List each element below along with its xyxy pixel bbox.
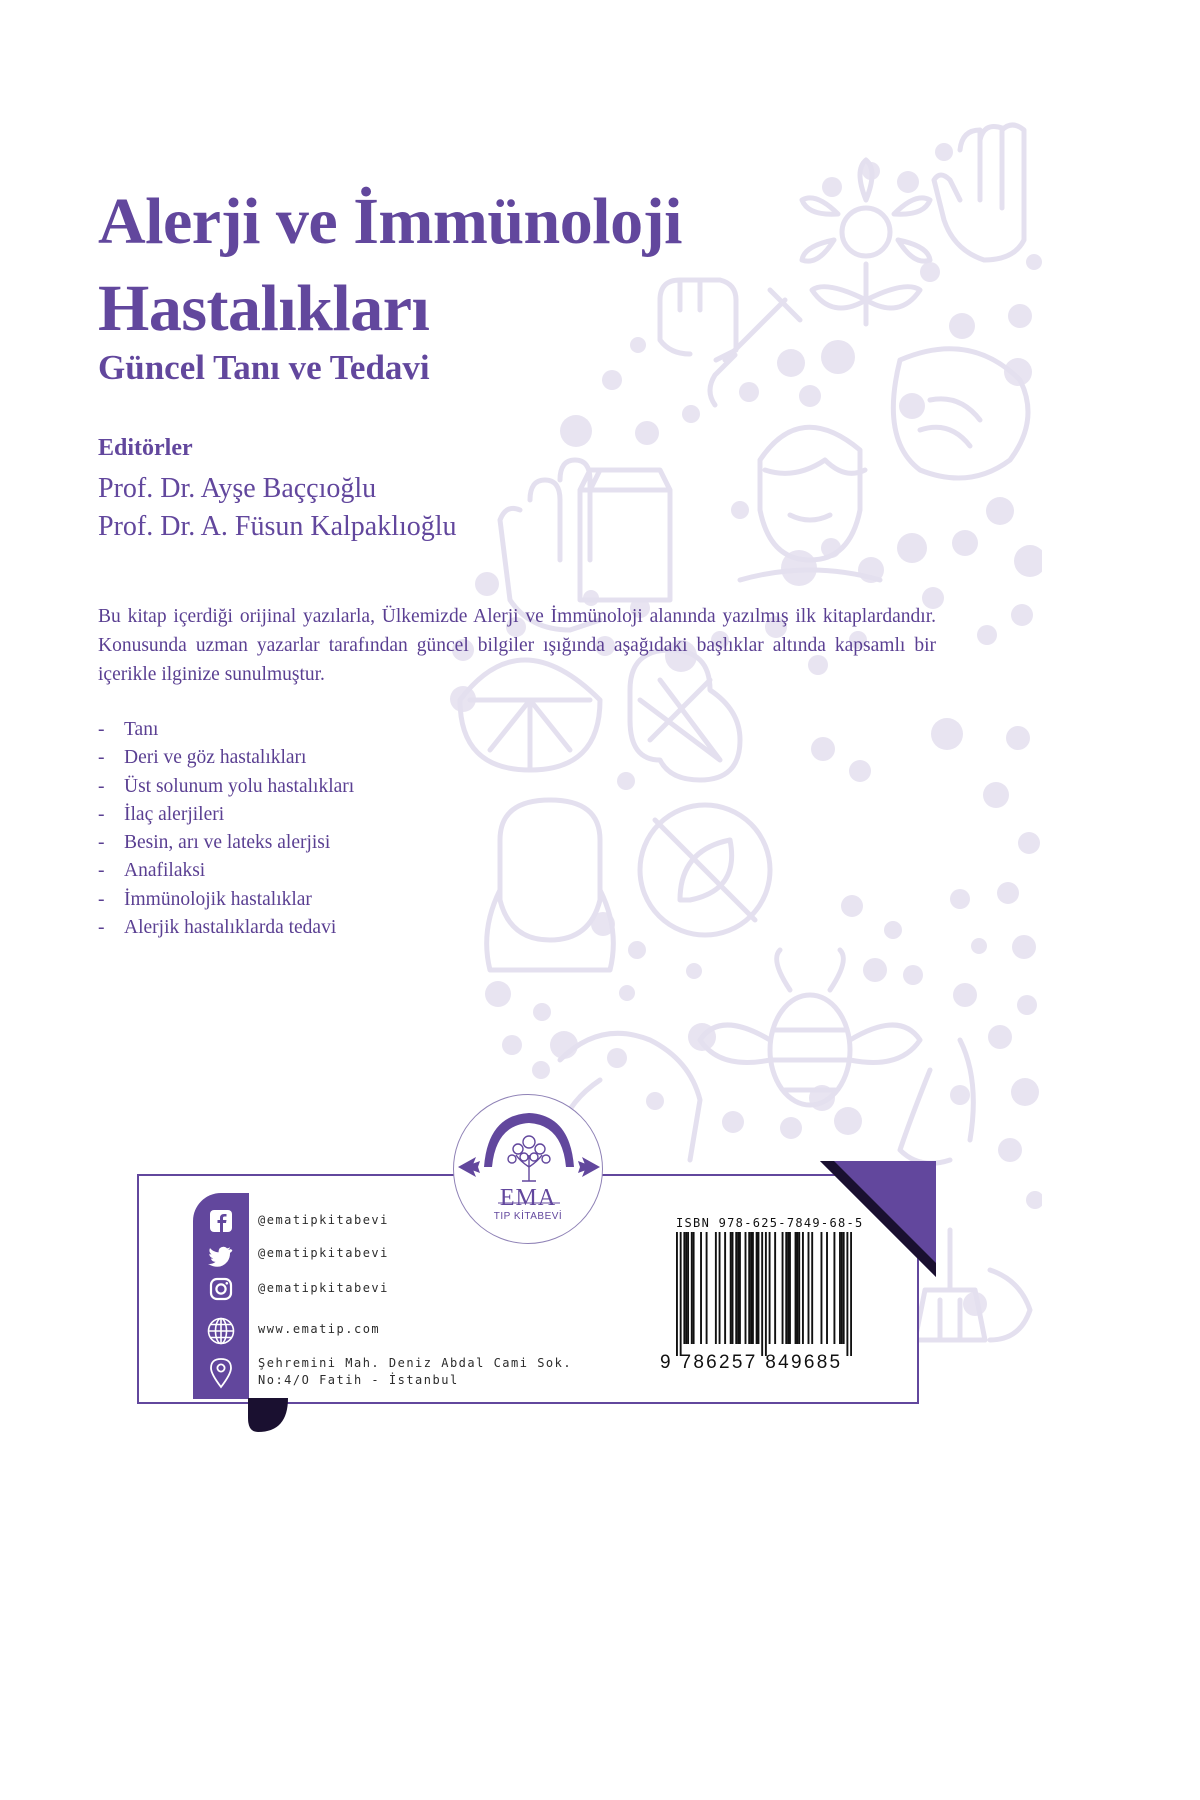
- barcode-bar: [732, 1232, 734, 1344]
- sidebar-curl-decoration: [248, 1398, 290, 1434]
- list-item: [98, 886, 354, 914]
- editor-name: Prof. Dr. Ayşe Baççıoğlu: [98, 473, 377, 504]
- barcode-bar: [739, 1232, 741, 1344]
- barcode-digits: 9 786257 849685: [660, 1352, 843, 1373]
- topic-label: Anafilaksi: [124, 860, 206, 882]
- topic-label: Alerjik hastalıklarda tedavi: [124, 917, 337, 939]
- list-dash: -: [98, 719, 105, 740]
- book-description: Bu kitap içerdiği orijinal yazılarla, Ülkemizde Alerji ve İmmünoloji alanında yazılmış ilk kitaplardandır. Konusunda uzman yazarlar tarafından güncel bilgiler ışığında aşağıdaki başlıklar altında kapsamlı bir içerikle ilginize sunulmuştur.: [98, 606, 936, 685]
- barcode-bar: [724, 1232, 726, 1344]
- publisher-logo: [453, 1094, 603, 1244]
- website-link[interactable]: www.ematip.com: [258, 1322, 381, 1336]
- barcode-bar: [691, 1232, 693, 1344]
- list-dash: -: [98, 803, 105, 825]
- barcode-bar: [730, 1232, 732, 1344]
- barcode-bar: [758, 1232, 760, 1344]
- barcode-bar: [795, 1232, 797, 1344]
- list-item: [98, 744, 354, 772]
- barcode-bar: [782, 1232, 784, 1344]
- barcode-bar: [719, 1232, 721, 1344]
- barcode-bar: [785, 1232, 787, 1344]
- barcode-bar: [706, 1232, 708, 1344]
- barcode-bar: [808, 1232, 810, 1344]
- barcode-bar: [843, 1232, 845, 1344]
- twitter-icon[interactable]: [208, 1242, 234, 1268]
- publisher-name: EMA: [499, 1185, 557, 1211]
- facebook-icon[interactable]: [208, 1208, 234, 1234]
- list-item: [98, 716, 354, 744]
- topic-label: İmmünolojik hastalıklar: [124, 888, 312, 910]
- barcode-bar: [748, 1232, 750, 1344]
- globe-icon[interactable]: [206, 1316, 236, 1346]
- barcode-bar: [774, 1232, 776, 1344]
- barcode-bar: [789, 1232, 791, 1344]
- barcode-bar: [693, 1232, 695, 1344]
- publisher-subtitle: TIP KİTABEVİ: [493, 1211, 563, 1222]
- barcode-bar: [676, 1232, 678, 1356]
- topic-label: Üst solunum yolu hastalıkları: [124, 775, 355, 797]
- list-item: [98, 857, 354, 885]
- location-icon: [208, 1357, 234, 1389]
- barcode-bar: [839, 1232, 841, 1344]
- barcode: [676, 1232, 852, 1356]
- list-dash: -: [98, 832, 105, 854]
- barcode-bar: [735, 1232, 737, 1344]
- barcode-bar: [756, 1232, 758, 1344]
- editors-heading: Editörler: [98, 435, 193, 461]
- barcode-bar: [769, 1232, 771, 1344]
- topic-label: İlaç alerjileri: [124, 803, 225, 825]
- barcode-bar: [761, 1232, 763, 1356]
- barcode-bar: [802, 1232, 804, 1344]
- isbn-label: ISBN 978-625-7849-68-5: [676, 1216, 864, 1230]
- barcode-bar: [850, 1232, 852, 1356]
- barcode-bar: [750, 1232, 752, 1344]
- barcode-bar: [826, 1232, 828, 1344]
- facebook-handle[interactable]: @ematipkitabevi: [258, 1213, 389, 1227]
- list-dash: -: [98, 860, 105, 882]
- list-item: [98, 773, 354, 801]
- twitter-handle[interactable]: @ematipkitabevi: [258, 1246, 389, 1260]
- address-line-1: Şehremini Mah. Deniz Abdal Cami Sok.: [258, 1356, 573, 1370]
- barcode-bar: [846, 1232, 848, 1356]
- barcode-bar: [798, 1232, 800, 1344]
- barcode-bar: [841, 1232, 843, 1344]
- barcode-bar: [745, 1232, 747, 1344]
- book-subtitle: Güncel Tanı ve Tedavi: [98, 348, 430, 387]
- book-title: [98, 178, 898, 352]
- book-title-line-1: Alerji ve İmmünoloji: [98, 185, 682, 258]
- barcode-bar: [787, 1232, 789, 1344]
- barcode-bar: [752, 1232, 754, 1344]
- topic-label: Deri ve göz hastalıkları: [124, 747, 307, 769]
- barcode-bar: [811, 1232, 813, 1344]
- list-item: [98, 829, 354, 857]
- address-line-2: No:4/O Fatih - İstanbul: [258, 1373, 459, 1387]
- barcode-bar: [796, 1232, 798, 1344]
- barcode-bar: [715, 1232, 717, 1344]
- tree-emblem-icon: [454, 1095, 604, 1245]
- barcode-bar: [765, 1232, 767, 1356]
- list-dash: -: [98, 775, 105, 797]
- list-item: [98, 914, 354, 942]
- barcode-bar: [680, 1232, 682, 1356]
- topic-label: Besin, arı ve lateks alerjisi: [124, 832, 331, 854]
- editor-name: Prof. Dr. A. Füsun Kalpaklıoğlu: [98, 511, 457, 542]
- barcode-bar: [833, 1232, 835, 1344]
- list-dash: -: [98, 917, 105, 939]
- book-title-line-2: Hastalıkları: [98, 272, 430, 345]
- barcode-bar: [687, 1232, 689, 1344]
- topics-list: [98, 716, 354, 942]
- instagram-icon[interactable]: [208, 1276, 234, 1302]
- list-item: [98, 801, 354, 829]
- barcode-bar: [683, 1232, 685, 1344]
- barcode-bar: [821, 1232, 823, 1344]
- list-dash: -: [98, 747, 105, 769]
- barcode-bar: [737, 1232, 739, 1344]
- topic-label: Tanı: [124, 719, 159, 740]
- barcode-bar: [685, 1232, 687, 1344]
- instagram-handle[interactable]: @ematipkitabevi: [258, 1281, 389, 1295]
- list-dash: -: [98, 888, 105, 910]
- barcode-bar: [700, 1232, 702, 1344]
